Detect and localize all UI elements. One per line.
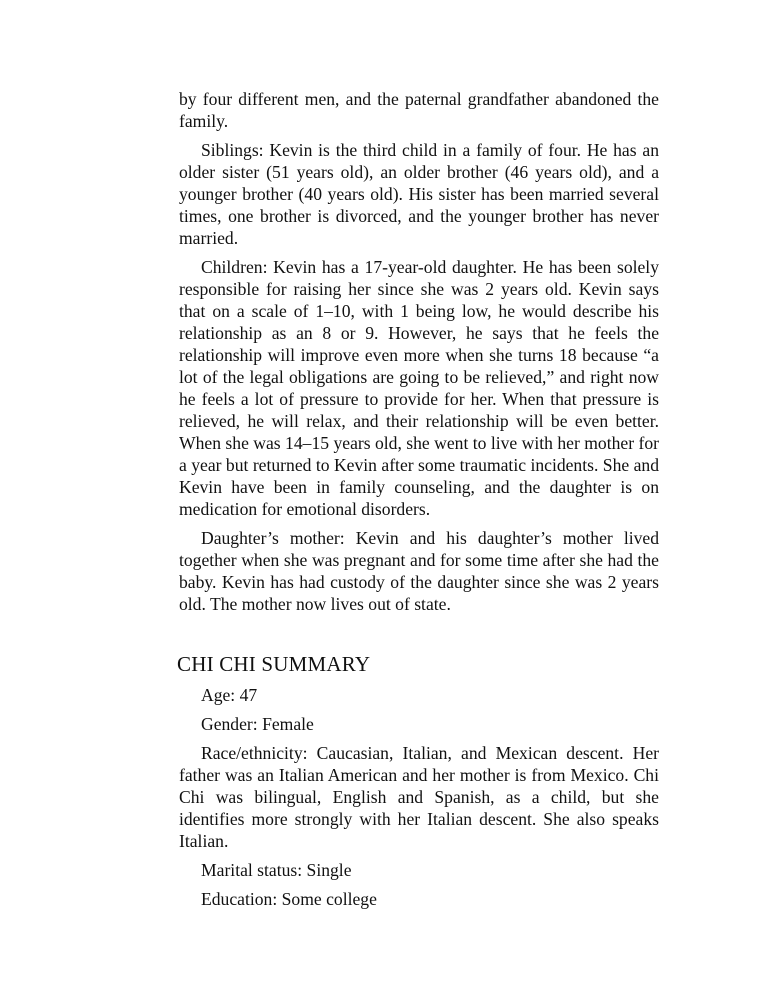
kevin-daughters-mother-paragraph: Daughter’s mother: Kevin and his daughter’s mother lived together when she was pregnant and for some time after she had the baby. Kevin has had custody of the daughter since she was 2 years old. The mother now lives out of state. [179, 528, 659, 614]
chichi-race-ethnicity: Race/ethnicity: Caucasian, Italian, and Mexican descent. Her father was an Italian American and her mother is from Mexico. Chi Chi was bilingual, English and Spanish, as a child, but she identifies more strongly with her Italian descent. She also speaks Italian. [179, 743, 659, 851]
chichi-summary-heading: CHI CHI SUMMARY [177, 652, 371, 676]
kevin-children-paragraph: Children: Kevin has a 17-year-old daughter. He has been solely responsible for raising her since she was 2 years old. Kevin says that on a scale of 1–10, with 1 being low, he would describe his relationship as an 8 or 9. However, he says that he feels the relationship will improve even more when she turns 18 because “a lot of the legal obligations are going to be relieved,” and right now he feels a lot of pressure to provide for her. When that pressure is relieved, he will relax, and their relationship will be even better. When she was 14–15 years old, she went to live with her mother for a year but returned to Kevin after some traumatic incidents. She and Kevin have been in family counseling, and the daughter is on medication for emotional disorders. [179, 257, 659, 519]
document-page [179, 88, 659, 917]
chichi-age: Age: 47 [201, 685, 258, 705]
chichi-gender: Gender: Female [201, 714, 314, 734]
chichi-marital-status: Marital status: Single [201, 860, 352, 880]
chichi-education: Education: Some college [201, 889, 377, 909]
kevin-siblings-paragraph: Siblings: Kevin is the third child in a family of four. He has an older sister (51 years old), an older brother (46 years old), and a younger brother (40 years old). His sister has been married several times, one brother is divorced, and the younger brother has never married. [179, 140, 659, 248]
kevin-family-continuation: by four different men, and the paternal grandfather abandoned the family. [179, 89, 659, 131]
